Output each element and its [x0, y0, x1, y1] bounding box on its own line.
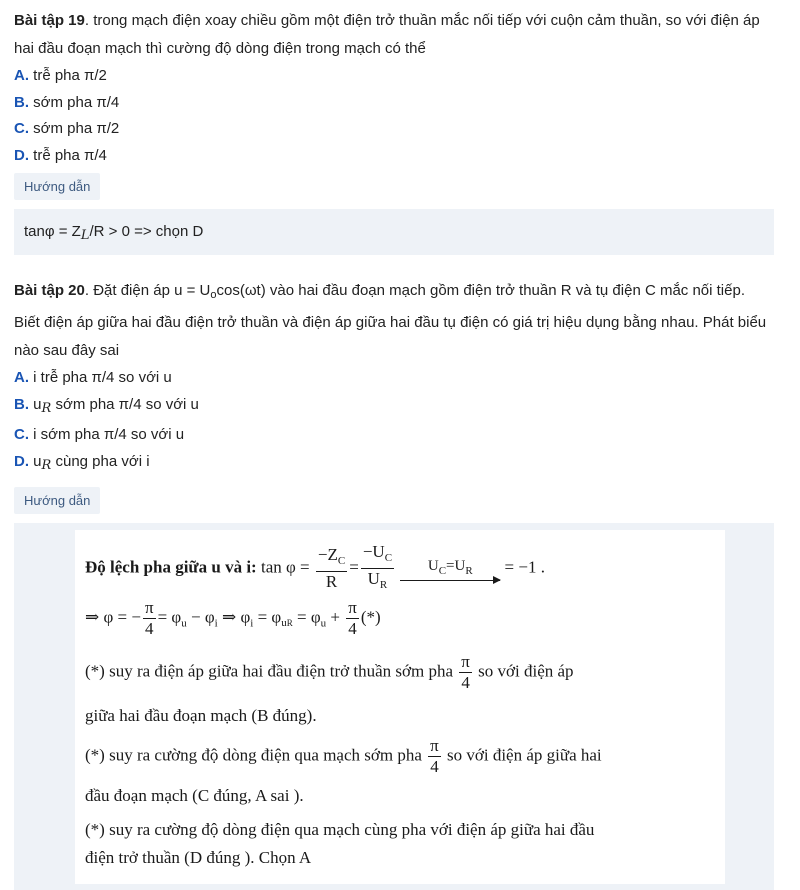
option-letter: B. [14, 93, 29, 111]
option-letter: C. [14, 426, 29, 443]
option-letter: B. [14, 395, 29, 413]
option-text: sớm pha π/4 [29, 93, 120, 111]
sol-sub [281, 617, 293, 629]
option-letter: D. [14, 452, 29, 470]
option-sub: R [41, 400, 52, 416]
sol-sub: C [438, 564, 447, 577]
content [14, 0, 774, 890]
sol-text: 4 [430, 757, 439, 776]
arrow-shaft [400, 580, 500, 581]
sol-text: = −1 . [504, 557, 545, 577]
fraction-pi-4 [459, 652, 472, 693]
option-letter: D. [14, 146, 29, 164]
sol-text: điện trở thuần (D đúng ). Chọn A [85, 848, 312, 867]
q19-text [14, 0, 774, 63]
solution-line-4 [85, 706, 317, 726]
solution-line-1: Độ lệch pha giữa u và i: tan φ = $\frac{-Z_C}{R}$ = $\frac{-U_C}{U_R}$ $U_C=U_R$ = −1 . [85, 542, 545, 595]
sol-text: đầu đoạn mạch (C đúng, A sai ). [85, 786, 304, 805]
sol-text: −Z [317, 545, 338, 564]
q19-options [14, 63, 774, 169]
sol-text: −U [362, 542, 385, 561]
solution-scan [75, 530, 725, 884]
sol-text: =U [446, 557, 466, 574]
q19-body: . trong mạch điện xoay chiều gồm một điện trở thuần mắc nối tiếp với cuộn cảm thuần, so với điện áp hai đầu đoạn mạch thì cường độ dòng điện trong mạch có thể [14, 12, 760, 57]
sol-text: 4 [145, 619, 154, 638]
sol-sub: C [384, 552, 393, 564]
option-letter: A. [14, 369, 29, 386]
sol-text: 4 [461, 673, 470, 692]
q19-option-d [14, 143, 774, 170]
q20-option-c [14, 422, 774, 449]
sol-text: U [427, 557, 439, 574]
option-text: sớm pha π/2 [29, 120, 120, 137]
sol-text: so với điện áp [478, 661, 574, 681]
solution-line-3 [85, 652, 574, 693]
q19-answer-box [14, 209, 774, 255]
option-text: sớm pha π/4 so với u [51, 395, 199, 413]
sol-text: tan φ = [260, 557, 310, 577]
q20-option-b [14, 392, 774, 423]
sol-text: = φ [157, 607, 182, 627]
option-text: u [29, 395, 42, 413]
fraction-pi-4 [143, 598, 156, 639]
solution-line-8 [85, 848, 311, 868]
sol-text: π [461, 652, 470, 671]
sol-text: = φ [292, 607, 321, 627]
sol-text: (*) suy ra cường độ dòng điện qua mạch cùng pha với điện áp giữa hai đầu [85, 820, 595, 839]
sol-text: ⇒ φ [217, 607, 251, 627]
sol-sub: i [214, 617, 218, 630]
sol-text: Độ lệch pha giữa u và i: [85, 557, 257, 577]
sol-text: π [348, 598, 357, 617]
answer-sub: L [80, 228, 90, 243]
sol-text: π [144, 598, 154, 617]
q20-body: cos(ωt) vào hai đầu đoạn mạch gồm điện trở thuần R và tụ điện C mắc nối tiếp. Biết điện áp giữa hai đầu điện trở thuần và điện áp giữa hai đầu tụ điện có giá trị hiệu dụng bằng nhau. Phát biểu nào sau đây sai [14, 282, 767, 359]
sol-sub: R [286, 618, 293, 629]
option-text: trễ pha π/4 [29, 146, 107, 164]
solution-line-6 [85, 786, 304, 806]
option-text: u [29, 452, 42, 470]
solution-line-5 [85, 736, 602, 777]
implies-arrow [400, 557, 500, 581]
q20-label: Bài tập 20 [14, 282, 85, 299]
sol-text: (*) [360, 607, 381, 627]
q20-text [14, 277, 774, 365]
sol-sub: i [250, 617, 254, 630]
solution-line-2 [85, 598, 381, 639]
sol-sub: u [320, 617, 327, 630]
sol-sub: R [379, 579, 388, 591]
option-text: i trễ pha π/4 so với u [29, 369, 172, 386]
sol-text: R [325, 572, 338, 591]
sol-text: giữa hai đầu đoạn mạch (B đúng). [85, 706, 317, 725]
sol-text: − φ [186, 607, 215, 627]
sol-text: ⇒ φ = − [85, 607, 141, 627]
sol-text: + [326, 607, 345, 627]
answer-part: /R > 0 => chọn D [89, 223, 204, 240]
q19-option-b [14, 90, 774, 117]
sol-text: = φ [253, 607, 282, 627]
option-sub: R [41, 457, 52, 473]
option-text: cùng pha với i [51, 452, 150, 470]
q20-option-a [14, 365, 774, 392]
q19-label: Bài tập 19 [14, 12, 85, 29]
sol-text: (*) suy ra điện áp giữa hai đầu điện trở thuần sớm pha [85, 661, 454, 681]
fraction-pi-4 [346, 598, 359, 639]
q20-body: . Đặt điện áp u = U [84, 282, 211, 299]
option-letter: C. [14, 120, 29, 137]
q20-solution-box [14, 523, 774, 890]
sol-text: so với điện áp giữa hai [447, 745, 602, 765]
sol-text: U [367, 569, 380, 588]
option-letter: A. [14, 67, 29, 84]
option-text: trễ pha π/2 [29, 67, 107, 84]
fraction-uc-ur [361, 542, 394, 595]
q20-body-sub: o [210, 289, 217, 301]
sol-sub: C [337, 555, 346, 567]
sol-text: (*) suy ra cường độ dòng điện qua mạch sớm pha [85, 745, 422, 765]
q19-hint-button[interactable]: Hướng dẫn [14, 173, 100, 200]
answer-part: tanφ = Z [24, 223, 81, 240]
option-text: i sớm pha π/4 so với u [29, 426, 185, 443]
fraction-zc-r [316, 545, 347, 592]
sol-sub: R [465, 564, 473, 577]
solution-line-7 [85, 820, 594, 840]
fraction-pi-4 [428, 736, 441, 777]
q19-option-a [14, 63, 774, 90]
q20-options [14, 365, 774, 479]
q19-option-c [14, 116, 774, 143]
q20-hint-button[interactable]: Hướng dẫn [14, 487, 100, 514]
q20-option-d [14, 449, 774, 480]
sol-text: π [430, 736, 439, 755]
sol-sub: u [181, 617, 187, 630]
spacer [14, 255, 774, 277]
sol-text: 4 [348, 619, 357, 638]
sol-sub: u [281, 617, 287, 630]
